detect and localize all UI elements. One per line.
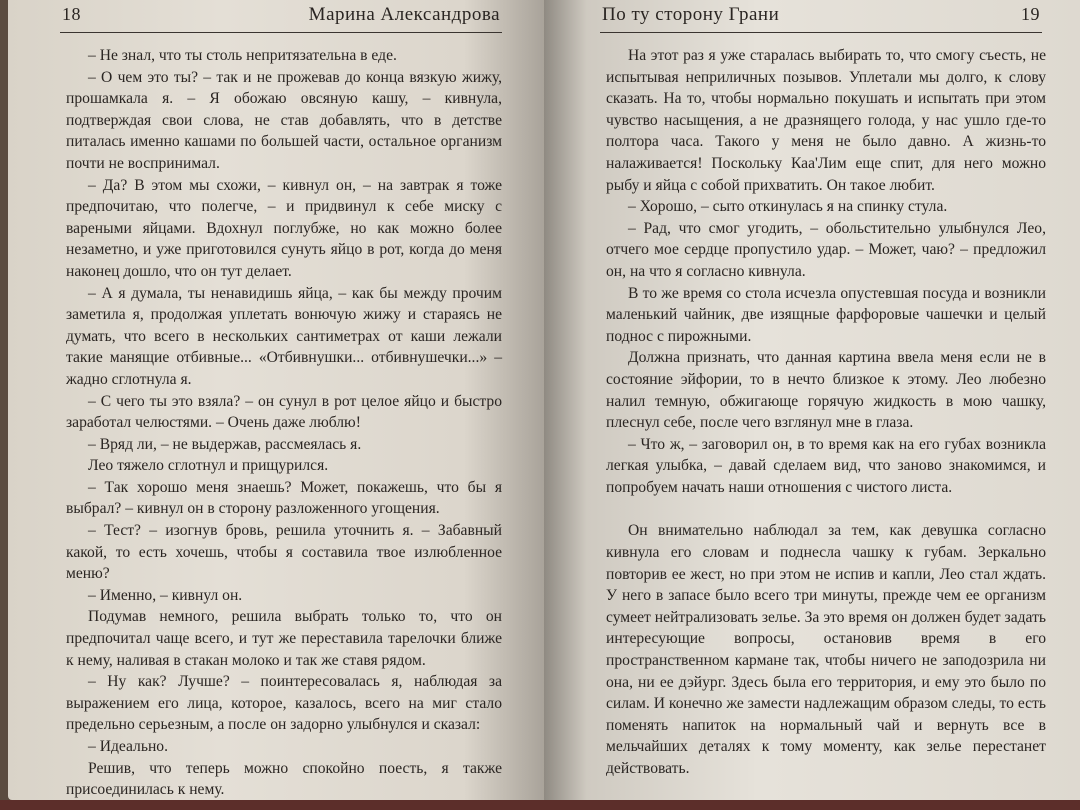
paragraph: В то же время со стола исчезла опустевшая посуда и возникли маленький чайник, две изящные фарфоровые чашечки и целый поднос с пирожными.: [606, 284, 1046, 345]
right-page-number: 19: [1021, 4, 1040, 24]
paragraph: – Вряд ли, – не выдержав, рассмеялась я.: [88, 435, 362, 453]
paragraph: Лео тяжело сглотнул и прищурился.: [88, 457, 329, 475]
left-page-text: [66, 45, 502, 800]
paragraph: Подумав немного, решила выбрать только то, что он предпочитал чаще всего, и тут же переставила тарелочки ближе к нему, наливая в стакан молоко и так же ставя рядом.: [66, 608, 502, 669]
right-page: [544, 0, 1080, 800]
paragraph: Должна признать, что данная картина ввела меня если не в состояние эйфории, то в нечто близкое к этому. Лео любезно налил темную, обжигающе горячую жидкость в мою чашку, плеснул себе, после чего взглянул мне в глаза.: [606, 349, 1046, 432]
section-break: [606, 498, 1046, 520]
paragraph: – С чего ты это взяла? – он сунул в рот целое яйцо и быстро заработал челюстями. – Очень даже люблю!: [66, 392, 502, 432]
right-page-text: [606, 45, 1046, 780]
paragraph: – Хорошо, – сыто откинулась я на спинку стула.: [628, 198, 948, 216]
paragraph: – Тест? – изогнув бровь, решила уточнить я. – Забавный какой, то есть хочешь, чтобы я составила твое излюбленное меню?: [66, 522, 502, 583]
right-header-title: По ту сторону Грани: [602, 4, 780, 25]
paragraph: – Ну как? Лучше? – поинтересовалась я, наблюдая за выражением его лица, которое, казалось, всего на миг стало предельно серьезным, а после он задорно улыбнулся и сказал:: [66, 673, 502, 734]
right-running-head: [600, 4, 1042, 33]
paragraph: – Так хорошо меня знаешь? Может, покажешь, что бы я выбрал? – кивнул он в сторону разложенного угощения.: [66, 478, 502, 518]
paragraph: Он внимательно наблюдал за тем, как девушка согласно кивнула его словам и поднесла чашку к губам. Зеркально повторив ее жест, но при этом не испив и капли, Лео стал ждать. У него в запасе было всего три минуты, прежде чем ее организм сумеет нейтрализовать зелье. За это время он должен будет задать интересующие вопросы, остановив время в его пространственном кармане так, чтобы ничего не заподозрила ни она, ни ее дэйург. Здесь была его территория, и ему это было по силам. И конечно же замести надлежащим образом следы, то есть поменять напиток на нормальный чай и вернуть все в мельчайших деталях к тому моменту, как зелье перестанет действовать.: [606, 522, 1046, 777]
paragraph: – Именно, – кивнул он.: [88, 586, 243, 604]
left-header-author: Марина Александрова: [308, 4, 500, 25]
cover-edge: [0, 800, 1080, 810]
paragraph: – А я думала, ты ненавидишь яйца, – как бы между прочим заметила я, продолжая уплетать вонючую жижу и стараясь не думать, что всего в нескольких сантиметрах от каши лежали такие манящие отбивные... «Отбивнушки... отбивнушечки...» – жадно сглотнула я.: [66, 284, 502, 388]
paragraph: – О чем это ты? – так и не прожевав до конца вязкую жижу, прошамкала я. – Я обожаю овсяную кашу, – кивнула, подтверждая свои слова, не став добавлять, что в детстве питалась именно кашами по большей части, остальное организм почти не воспринимал.: [66, 68, 502, 172]
paragraph: – Да? В этом мы схожи, – кивнул он, – на завтрак я тоже предпочитаю, что полегче, – и придвинул к себе миску с вареными яйцами. Вдохнул поглубже, но как можно более незаметно, и уже приготовился сунуть яйцо в рот, когда до меня наконец дошло, что он тут делает.: [66, 176, 502, 280]
paragraph: – Не знал, что ты столь непритязательна в еде.: [88, 47, 397, 64]
paragraph: На этот раз я уже старалась выбирать то, что смогу съесть, не испытывая неприличных позывов. Уплетали мы долго, к слову сказать. На то, чтобы нормально покушать и испытать при этом чувство насыщения, а не дразнящего голода, у нас ушло где-то полтора часа. Такого у меня не было давно. А жизнь-то налаживается! Поскольку Каа'Лим еще спит, для него можно рыбу и яйца с собой прихватить. Он такое любит.: [606, 47, 1046, 194]
paragraph: – Рад, что смог угодить, – обольстительно улыбнулся Лео, отчего мое сердце пропустило удар. – Может, чаю? – предложил он, на что я согласно кивнула.: [606, 219, 1046, 280]
paragraph: – Что ж, – заговорил он, в то время как на его губах возникла легкая улыбка, – давай сделаем вид, что заново знакомимся, и попробуем начать наши отношения с чистого листа.: [606, 435, 1046, 496]
left-running-head: [60, 4, 502, 33]
paragraph: – Идеально.: [88, 738, 168, 755]
paragraph: Решив, что теперь можно спокойно поесть, я также присоединилась к нему.: [66, 759, 502, 799]
left-page: [8, 0, 544, 800]
left-page-number: 18: [62, 4, 81, 24]
